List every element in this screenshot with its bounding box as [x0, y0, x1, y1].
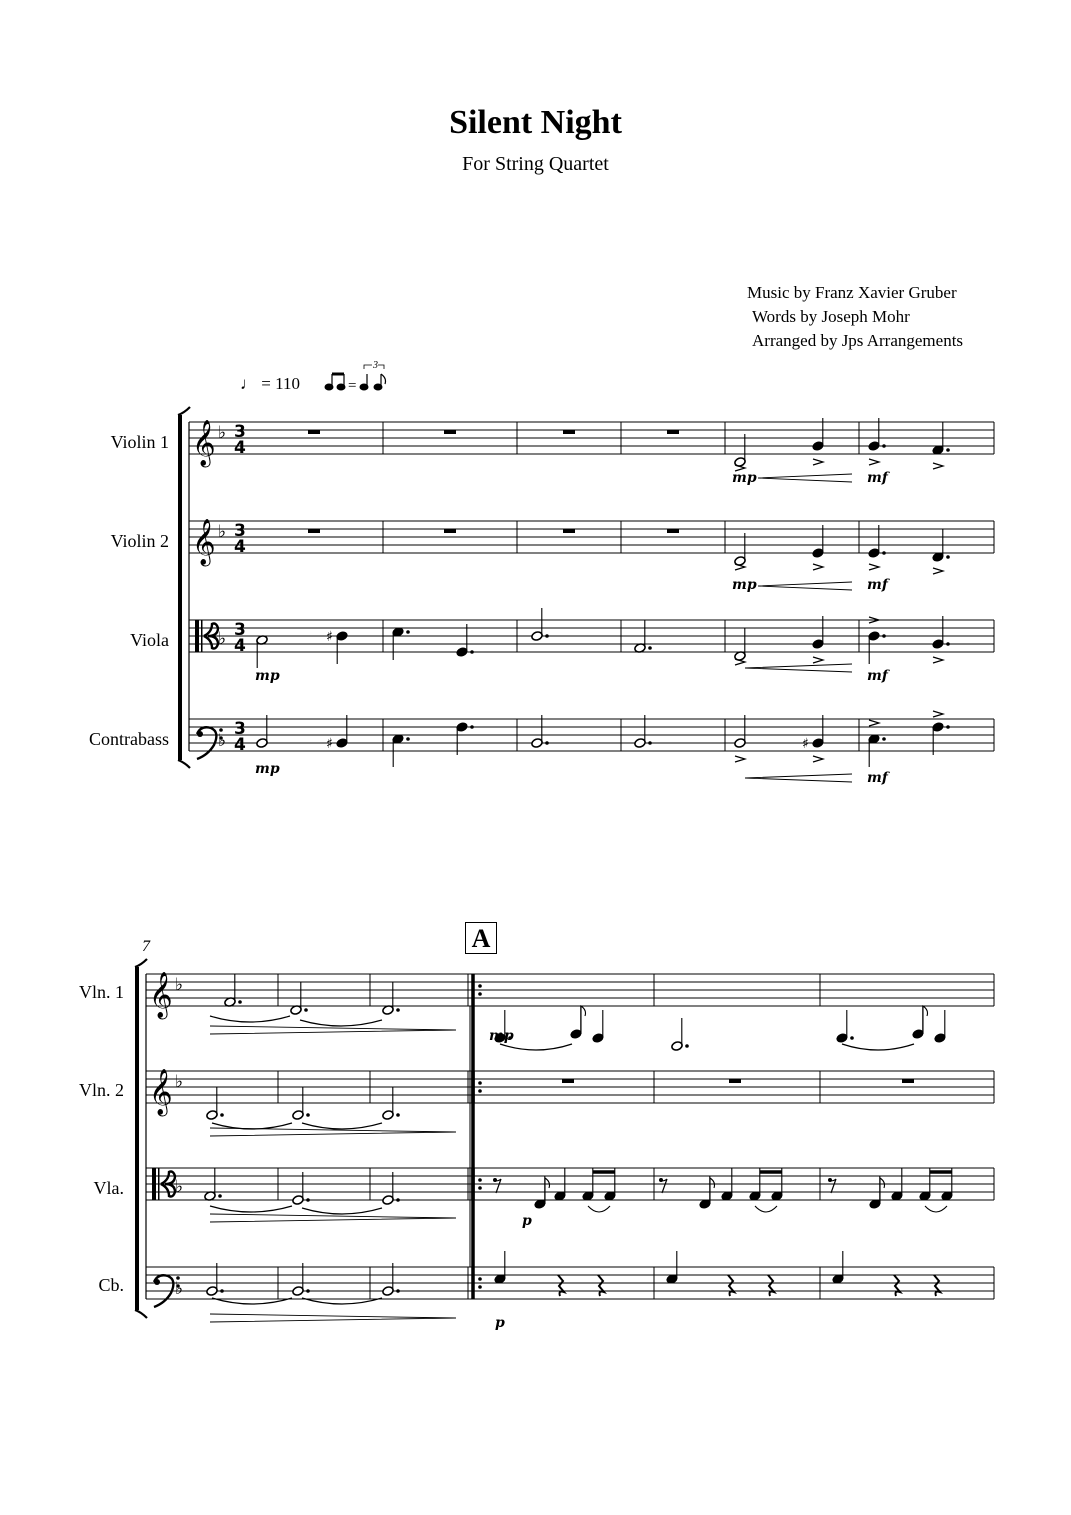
note-vln2: [382, 1087, 400, 1120]
note-cb: [392, 734, 410, 767]
crescendo-hairpin: [745, 664, 852, 672]
flat-icon: ♭: [218, 731, 227, 751]
instrument-vln1-abbr: Vln. 1: [79, 982, 124, 1002]
dot: [648, 741, 652, 745]
note-cb: [531, 715, 549, 748]
whole-rest: [902, 1079, 914, 1083]
dynamic-mp: mp: [255, 668, 280, 684]
note-vla: [699, 1176, 711, 1209]
system-bracket: [178, 415, 182, 760]
note-vln1: [868, 418, 886, 465]
whole-rest: [308, 529, 320, 533]
note-vla: [256, 635, 268, 668]
whole-rest: [444, 529, 456, 533]
whole-rest: [729, 1079, 741, 1083]
accent-icon: [933, 568, 943, 574]
whole-rest: [563, 529, 575, 533]
rehearsal-mark: A: [465, 922, 497, 954]
note-vln2: [812, 525, 824, 570]
instrument-vln2-abbr: Vln. 2: [79, 1080, 124, 1100]
dot: [396, 1198, 400, 1202]
system-bracket: [135, 967, 139, 1310]
diminuendo-hairpin: [210, 1214, 456, 1222]
dynamic-mf: mf: [867, 470, 888, 486]
note-vln1: [734, 434, 746, 471]
tuplet-3: 3: [373, 360, 378, 371]
dot: [850, 1036, 854, 1040]
note-vln1: [290, 982, 308, 1015]
repeat-dot: [478, 1081, 482, 1085]
instrument-violin-2: Violin 2: [110, 531, 169, 551]
note-vla: [812, 616, 824, 663]
note-cb: [932, 711, 950, 755]
whole-rest: [667, 430, 679, 434]
clef-bar: [158, 1168, 160, 1200]
staff-system2-1: [146, 974, 994, 1006]
repeat-dot: [478, 1089, 482, 1093]
whole-rest: [308, 430, 320, 434]
dot: [406, 630, 410, 634]
note-vla: [531, 608, 549, 641]
dot: [946, 448, 950, 452]
repeat-dot: [478, 992, 482, 996]
dot: [238, 1000, 242, 1004]
flat-icon: ♭: [175, 975, 184, 995]
tie: [210, 1206, 292, 1212]
time-signature-top: 3: [234, 422, 246, 442]
note-cb: [206, 1263, 224, 1296]
time-signature-bottom: 4: [234, 735, 246, 755]
dot: [946, 555, 950, 559]
quarter-rest: [558, 1275, 564, 1296]
note-vla: [932, 616, 950, 663]
quarter-rest: [728, 1275, 734, 1296]
instrument-contrabass: Contrabass: [89, 729, 169, 749]
accent-icon: [813, 756, 823, 762]
diminuendo-hairpin: [210, 1314, 456, 1322]
bracket-hook: [178, 760, 190, 768]
swing-notation: [325, 360, 386, 394]
dot: [406, 737, 410, 741]
crescendo-hairpin: [758, 474, 852, 482]
crescendo-hairpin: [758, 582, 852, 590]
slur: [925, 1206, 947, 1212]
accent-icon: [813, 564, 823, 570]
note-cb: [256, 715, 268, 748]
staff-system2-3: [146, 1168, 994, 1200]
flat-icon: ♭: [175, 1072, 184, 1092]
tie: [500, 1044, 572, 1050]
note-vla: [534, 1176, 546, 1209]
whole-rest: [563, 430, 575, 434]
dot: [545, 634, 549, 638]
treble-clef-icon: 𝄞: [192, 519, 216, 565]
note-vln1: [836, 1010, 854, 1043]
treble-clef-icon: 𝄞: [192, 420, 216, 466]
dot: [545, 741, 549, 745]
dot: [470, 650, 474, 654]
score-subtitle: For String Quartet: [462, 153, 609, 175]
repeat-dot: [478, 984, 482, 988]
flat-icon: ♭: [175, 1279, 184, 1299]
accent-icon: [933, 463, 943, 469]
tie: [210, 1016, 290, 1022]
tie: [302, 1123, 382, 1129]
note-vln1: [912, 1006, 924, 1039]
time-signature-bottom: 4: [234, 636, 246, 656]
dot: [946, 642, 950, 646]
note-vln2: [206, 1087, 224, 1120]
eighth-rest-stem: [495, 1179, 501, 1193]
dot: [648, 646, 652, 650]
note-vla: [292, 1172, 310, 1205]
staff-system2-4: [146, 1267, 994, 1299]
dot: [304, 1008, 308, 1012]
score-title: Silent Night: [449, 104, 622, 141]
note-vla: [891, 1168, 903, 1201]
repeat-dot: [478, 1186, 482, 1190]
dot: [218, 1194, 222, 1198]
accent-icon: [933, 711, 943, 717]
quarter-rest: [934, 1275, 940, 1296]
dot: [306, 1289, 310, 1293]
note-cb: [456, 722, 474, 755]
dot: [882, 634, 886, 638]
flat-icon: ♭: [218, 423, 227, 443]
flat-icon: ♭: [218, 522, 227, 542]
credit-music: Music by Franz Xavier Gruber: [747, 283, 957, 302]
accent-icon: [813, 459, 823, 465]
note-vla: [634, 620, 652, 653]
crescendo-hairpin: [745, 774, 852, 782]
time-signature-top: 3: [234, 521, 246, 541]
dynamic-mf: mf: [867, 577, 888, 593]
svg-text:=: =: [348, 378, 357, 394]
treble-clef-icon: 𝄞: [149, 1069, 173, 1115]
accent-icon: [933, 657, 943, 663]
accent-icon: [735, 756, 745, 762]
sharp-icon: ♯: [802, 736, 809, 752]
dynamic-p: p: [495, 1315, 505, 1331]
repeat-dot: [478, 1178, 482, 1182]
dynamic-mf: mf: [867, 668, 888, 684]
eighth-rest-stem: [661, 1179, 667, 1193]
diminuendo-hairpin: [210, 1026, 456, 1034]
tie: [302, 1208, 382, 1214]
quarter-rest: [598, 1275, 604, 1296]
note-vla: [554, 1168, 566, 1201]
instrument-viola: Viola: [130, 630, 169, 650]
flat-icon: ♭: [175, 1177, 184, 1197]
accent-icon: [869, 564, 879, 570]
dot: [396, 1008, 400, 1012]
credit-arranger: Arranged by Jps Arrangements: [752, 331, 964, 350]
accent-icon: [813, 657, 823, 663]
dot: [306, 1198, 310, 1202]
note-cb: [494, 1251, 506, 1284]
accent-icon: [869, 459, 879, 465]
clef-bar: [201, 620, 203, 652]
whole-rest: [562, 1079, 574, 1083]
dynamic-p: p: [522, 1213, 532, 1229]
note-cb: [666, 1251, 678, 1284]
note-vln1: [570, 1006, 582, 1039]
dot: [396, 1113, 400, 1117]
note-vla: [456, 624, 474, 657]
dot: [882, 737, 886, 741]
instrument-cb-abbr: Cb.: [98, 1275, 124, 1295]
repeat-dot: [478, 1277, 482, 1281]
note-vln1: [812, 418, 824, 465]
bracket-hook: [178, 407, 190, 415]
dot: [306, 1113, 310, 1117]
bracket-hook: [135, 959, 147, 967]
dynamic-mf: mf: [867, 770, 888, 786]
note-vln2: [932, 529, 950, 574]
note-vln2: [292, 1087, 310, 1120]
note-vla: [868, 617, 886, 664]
time-signature-bottom: 4: [234, 438, 246, 458]
note-vla: [582, 1168, 594, 1201]
accent-icon: [735, 659, 745, 665]
dot: [882, 551, 886, 555]
time-signature-top: 3: [234, 719, 246, 739]
note-vln2: [868, 525, 886, 570]
note-vla: [392, 627, 410, 660]
dot: [685, 1044, 689, 1048]
whole-rest: [444, 430, 456, 434]
measure-number: 7: [142, 938, 150, 955]
time-signature-bottom: 4: [234, 537, 246, 557]
eighth-flag: [923, 1006, 928, 1034]
note-cb: [292, 1263, 310, 1296]
flat-icon: ♭: [218, 629, 227, 649]
tie: [842, 1044, 914, 1050]
eighth-rest-stem: [830, 1179, 836, 1193]
note-vln1: [382, 982, 400, 1015]
dynamic-mp: mp: [732, 577, 757, 593]
dot: [882, 444, 886, 448]
quarter-rest: [768, 1275, 774, 1296]
note-cb: [832, 1251, 844, 1284]
instrument-vla-abbr: Vla.: [93, 1178, 124, 1198]
accent-icon: [869, 720, 879, 726]
note-vla: [869, 1176, 881, 1209]
note-cb: [734, 715, 746, 762]
dot: [396, 1289, 400, 1293]
dot: [220, 1289, 224, 1293]
clef-bar: [152, 1168, 156, 1200]
time-signature-top: 3: [234, 620, 246, 640]
sharp-icon: ♯: [326, 736, 333, 752]
note-vla: [204, 1168, 222, 1201]
note-vla: [919, 1168, 931, 1201]
treble-clef-icon: 𝄞: [149, 972, 173, 1018]
credit-words: Words by Joseph Mohr: [752, 307, 910, 326]
quarter-note-icon: ♩: [240, 374, 257, 393]
dynamic-mp: mp: [489, 1028, 514, 1044]
slur: [755, 1206, 777, 1212]
note-vln1: [592, 1010, 604, 1043]
dynamic-mp: mp: [732, 470, 757, 486]
quarter-rest: [894, 1275, 900, 1296]
dot: [946, 725, 950, 729]
tie: [300, 1020, 382, 1026]
note-vln1: [224, 974, 242, 1007]
dynamic-mp: mp: [255, 761, 280, 777]
clef-dot: [197, 731, 203, 737]
clef-dot: [154, 1279, 160, 1285]
note-vla: [382, 1172, 400, 1205]
note-cb: [336, 715, 348, 748]
note-vln1: [671, 1018, 689, 1051]
note-cb: [382, 1263, 400, 1296]
note-cb: [812, 715, 824, 762]
clef-bar: [195, 620, 199, 652]
accent-icon: [735, 564, 745, 570]
repeat-dot: [478, 1285, 482, 1289]
dot: [220, 1113, 224, 1117]
eighth-flag: [581, 1006, 586, 1034]
note-vla: [734, 628, 746, 665]
staff-system2-2: [146, 1071, 994, 1103]
note-vla: [749, 1168, 761, 1201]
note-vln2: [734, 533, 746, 570]
bracket-hook: [135, 1310, 147, 1318]
instrument-violin-1: Violin 1: [110, 432, 169, 452]
tempo-value: = 110: [261, 374, 300, 393]
note-vla: [336, 631, 348, 664]
sharp-icon: ♯: [326, 629, 333, 645]
staff-system1-2: [189, 521, 994, 553]
dot: [470, 725, 474, 729]
note-vla: [721, 1168, 733, 1201]
slur: [588, 1206, 610, 1212]
whole-rest: [667, 529, 679, 533]
note-cb: [634, 715, 652, 748]
note-vln1: [934, 1010, 946, 1043]
